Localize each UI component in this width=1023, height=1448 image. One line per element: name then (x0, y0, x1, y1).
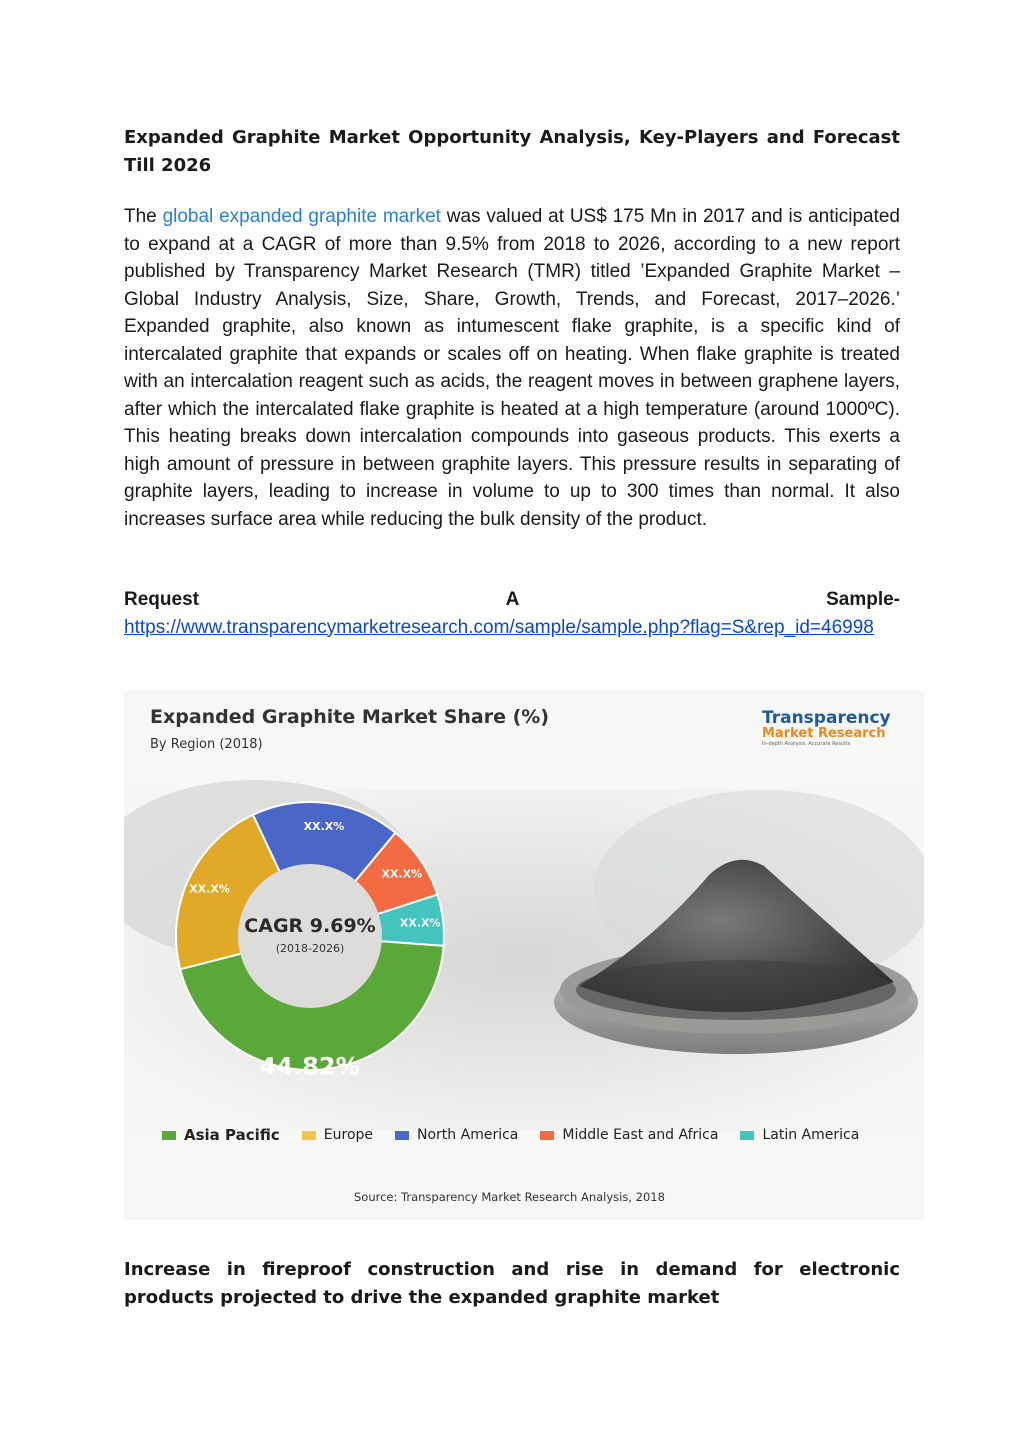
legend-label: Asia Pacific (184, 1126, 280, 1144)
pie-label-europe: XX.X% (189, 882, 230, 896)
figure-subtitle: By Region (2018) (150, 737, 263, 752)
legend-swatch (162, 1131, 176, 1140)
legend-item-asia-pacific (162, 1126, 280, 1144)
legend-swatch (540, 1131, 554, 1140)
figure-title: Expanded Graphite Market Share (%) (150, 706, 550, 728)
logo-tagline: In-depth Analysis. Accurate Results (762, 741, 851, 747)
legend-item-middle-east-and-africa (540, 1126, 718, 1144)
a-word: A (505, 589, 520, 610)
pie-label-latin-america: XX.X% (399, 916, 441, 930)
market-link[interactable]: global expanded graphite market (162, 206, 441, 227)
legend-label: Europe (323, 1127, 374, 1143)
figure-source: Source: Transparency Market Research Analysis, 2018 (354, 1190, 665, 1204)
legend-item-north-america (395, 1126, 518, 1144)
legend-swatch (302, 1131, 316, 1140)
document-title: Expanded Graphite Market Opportunity Analysis, Key-Players and Forecast Till 2026 (124, 127, 900, 176)
sample-link[interactable]: https://www.transparencymarketresearch.com/sample/sample.php?flag=S&rep_id=46998 (124, 616, 874, 638)
pie-center-label: CAGR 9.69% (244, 915, 376, 937)
intro-paragraph (124, 203, 900, 533)
section-heading: Increase in fireproof construction and rise in demand for electronic products projected to drive the expanded graphite market (124, 1259, 900, 1308)
tmr-logo (762, 708, 912, 768)
market-share-figure (124, 690, 924, 1220)
intro-lead: The (124, 206, 163, 227)
sample-word: Sample- (826, 589, 900, 610)
legend-label: Latin America (762, 1127, 860, 1143)
request-sample (124, 586, 900, 641)
logo-name: Transparency (762, 708, 891, 728)
request-word: Request (124, 589, 199, 610)
legend-label: Middle East and Africa (562, 1127, 719, 1143)
legend-swatch (395, 1131, 409, 1140)
pie-label-middle-east-and-africa: XX.X% (381, 867, 423, 881)
legend-item-europe (302, 1126, 373, 1144)
request-sample-label (124, 586, 900, 614)
intro-body: was valued at US$ 175 Mn in 2017 and is anticipated to expand at a CAGR of more than 9.5% from 2018 to 2026, according to a new report published by Transparency Market Research (TMR) titled ’Expanded Graphite Market – Global Industry Analysis, Size, Share, Growth, Trends, and Forecast, 2017–2026.’ Expanded graphite, also known as intumescent flake graphite, is a specific kind of intercalated graphite that expands or scales off on heating. When flake graphite is treated with an intercalation reagent such as acids, the reagent moves in between graphene layers, after which the intercalated flake graphite is heated at a high temperature (around 1000ºC). This heating breaks down intercalation compounds into gaseous products. This exerts a high amount of pressure in between graphite layers. This pressure results in separating of graphite layers, leading to increase in volume to up to 300 times than normal. It also increases surface area while reducing the bulk density of the product. (124, 206, 900, 530)
pie-label-asia-pacific: 44.82% (259, 1052, 360, 1081)
pie-center-sublabel: (2018-2026) (275, 942, 345, 955)
chart-legend (162, 1126, 922, 1144)
logo-name2: Market Research (762, 726, 886, 741)
pie-label-north-america: XX.X% (303, 819, 345, 833)
legend-label: North America (417, 1127, 519, 1143)
legend-swatch (740, 1131, 754, 1140)
legend-item-latin-america (740, 1126, 859, 1144)
